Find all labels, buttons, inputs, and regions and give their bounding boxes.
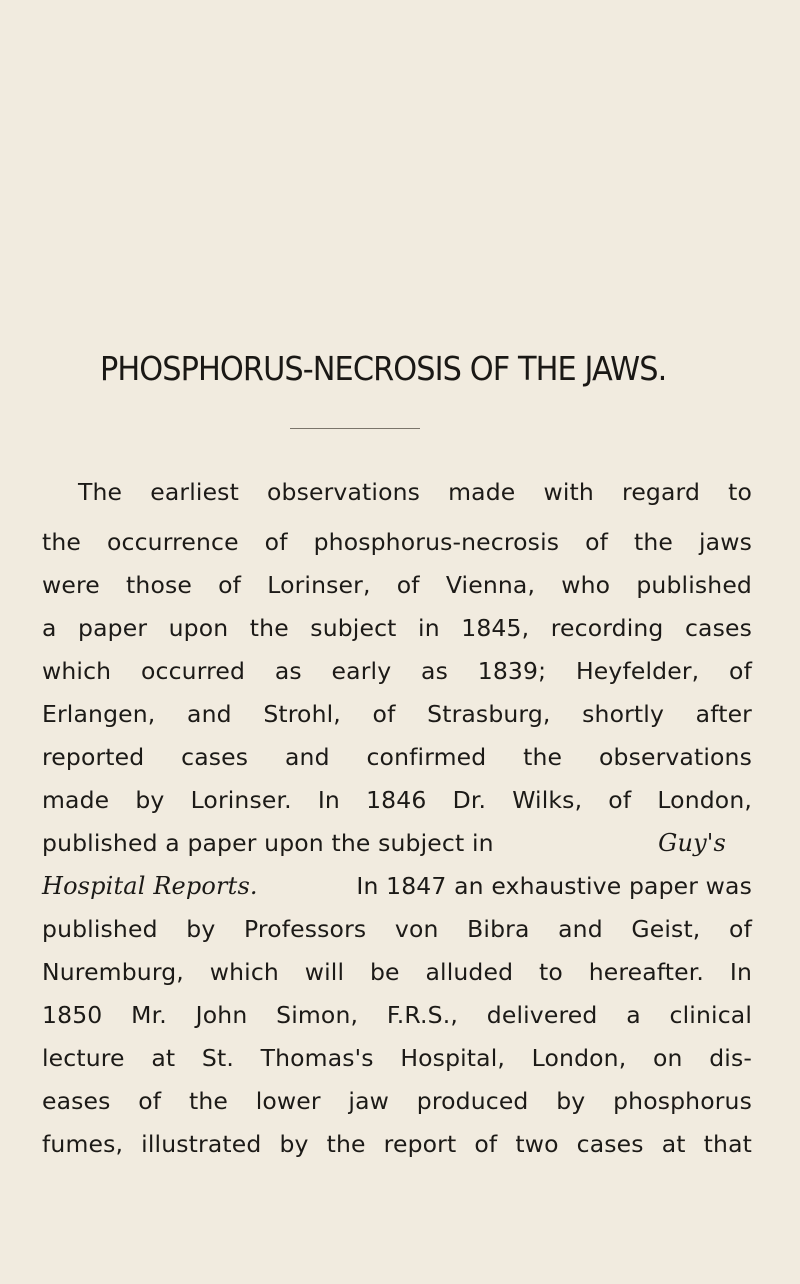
text-line-6: Erlangen, and Strohl, of Strasburg, shortly after [42,700,752,728]
text-line-9-roman: published a paper upon the subject in [42,829,494,857]
text-line-2: the occurrence of phosphorus-necrosis of the jaws [42,528,752,556]
text-line-14: lecture at St. Thomas's Hospital, London, on dis- [42,1044,752,1072]
hospital-reports-italic: Hospital Reports. [42,872,258,900]
text-line-12: Nuremburg, which will be alluded to hereafter. In [42,958,752,986]
text-line-10-roman: In 1847 an exhaustive paper was [356,872,752,900]
text-line-8: made by Lorinser. In 1846 Dr. Wilks, of London, [42,786,752,814]
chapter-heading: PHOSPHORUS-NECROSIS OF THE JAWS. [100,349,667,388]
text-line-13: 1850 Mr. John Simon, F.R.S., delivered a clinical [42,1001,752,1029]
text-line-3: were those of Lorinser, of Vienna, who published [42,571,752,599]
text-line-9 [42,823,752,863]
text-line-5: which occurred as early as 1839; Heyfelder, of [42,657,752,685]
text-line-4: a paper upon the subject in 1845, recording cases [42,614,752,642]
text-line-7: reported cases and confirmed the observations [42,743,752,771]
text-line-10 [42,866,752,906]
text-line-1: The earliest observations made with regard to [78,478,752,506]
text-line-11: published by Professors von Bibra and Geist, of [42,915,752,943]
heading-divider [290,428,420,429]
text-line-15: eases of the lower jaw produced by phosphorus [42,1087,752,1115]
guys-italic: Guy's [658,829,726,857]
text-line-16: fumes, illustrated by the report of two cases at that [42,1130,752,1158]
